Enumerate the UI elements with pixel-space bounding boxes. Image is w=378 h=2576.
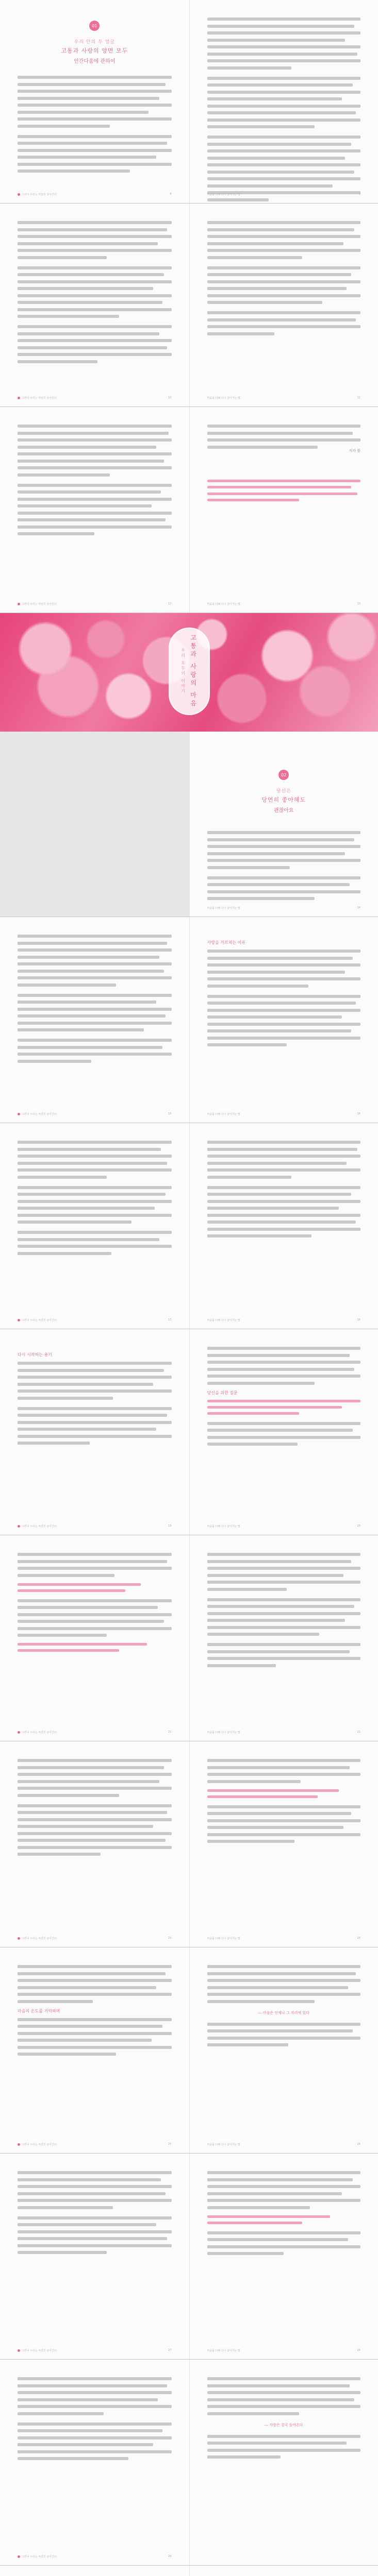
page-right <box>189 1741 378 1947</box>
chapter-divider-artwork <box>0 613 378 732</box>
footer-text: 마음을 다해 다시 살아가는 법 <box>207 907 240 910</box>
page-left <box>0 1535 189 1741</box>
footer-text: 그러나 우리는 여전히 살아간다 <box>22 1731 57 1734</box>
page-number: 9 <box>358 193 360 196</box>
page-number: 25 <box>168 2143 172 2146</box>
footer-text: 그러나 우리는 여전히 살아간다 <box>22 2555 57 2558</box>
page-left <box>0 0 189 204</box>
page-right <box>189 1947 378 2154</box>
chapter-title-main: 당연히 좋아해도 <box>261 796 306 803</box>
footer-text: 그러나 우리는 여전히 살아간다 <box>22 1319 57 1322</box>
page-number: 18 <box>357 1318 360 1321</box>
footer-dot-icon <box>18 603 20 605</box>
chapter-badge <box>278 770 289 780</box>
page-number: 28 <box>357 2349 360 2352</box>
footer-note <box>18 2143 57 2146</box>
page-number: 13 <box>357 602 360 605</box>
page-footer <box>18 2349 172 2352</box>
section-heading: 사랑을 가르치는 이유 <box>207 940 246 945</box>
page-footer <box>18 1731 172 1734</box>
footer-text: 그러나 우리는 여전히 살아간다 <box>22 193 57 196</box>
page-footer <box>207 2143 361 2146</box>
footer-text: 그러나 우리는 여전히 살아간다 <box>22 1113 57 1116</box>
pull-quote: ― 사랑은 결국 돌아온다 <box>264 2422 303 2427</box>
footer-dot-icon <box>18 2555 20 2558</box>
page-number: 20 <box>357 1524 360 1528</box>
page-left <box>0 204 189 407</box>
footer-note <box>18 1731 57 1734</box>
footer-text: 마음을 다해 다시 살아가는 법 <box>207 1525 240 1528</box>
footer-text: 마음을 다해 다시 살아가는 법 <box>207 1937 240 1940</box>
footer-text: 마음을 다해 다시 살아가는 법 <box>207 193 240 196</box>
footer-note <box>18 1524 57 1528</box>
page-number: 29 <box>168 2555 172 2558</box>
page-number: 23 <box>168 1937 172 1940</box>
section-heading: 다시 시작하는 용기 <box>18 1352 52 1357</box>
footer-note <box>18 1112 57 1116</box>
page-footer <box>207 1524 361 1528</box>
page-right <box>189 1535 378 1741</box>
page-footer <box>207 1318 361 1322</box>
chapter-title-sub: 인간다움에 관하여 <box>74 59 116 64</box>
author-signature: 저자 씀 <box>349 449 360 453</box>
page-footer <box>207 906 361 910</box>
footer-dot-icon <box>18 2143 20 2146</box>
chapter-title <box>18 38 172 64</box>
page-right <box>189 2154 378 2360</box>
footer-note <box>18 1937 57 1940</box>
footer-note <box>18 1318 57 1322</box>
footer-text: 마음을 다해 다시 살아가는 법 <box>207 2349 240 2352</box>
footer-text: 마음을 다해 다시 살아가는 법 <box>207 397 240 400</box>
page-footer <box>207 193 361 196</box>
footer-text: 그러나 우리는 여전히 살아간다 <box>22 2349 57 2352</box>
footer-dot-icon <box>18 1113 20 1115</box>
page-footer <box>207 396 361 400</box>
spread-12 <box>0 2360 378 2566</box>
page-footer <box>18 1318 172 1322</box>
chapter-number: 02 <box>281 772 287 777</box>
footer-note <box>18 396 57 400</box>
section-heading: 당신을 위한 질문 <box>207 1390 238 1395</box>
footer-text: 그러나 우리는 여전히 살아간다 <box>22 1937 57 1940</box>
page-right <box>189 0 378 204</box>
page-right <box>189 1123 378 1329</box>
divider-subtitle: 우리 모두의 이야기 <box>180 648 186 694</box>
spread-10 <box>0 1947 378 2154</box>
divider-title-frame <box>169 628 210 715</box>
footer-text: 마음을 다해 다시 살아가는 법 <box>207 2143 240 2146</box>
page-left <box>0 2566 189 2576</box>
page-footer <box>18 1937 172 1940</box>
page-right <box>189 917 378 1123</box>
footer-text: 그러나 우리는 여전히 살아간다 <box>22 1525 57 1528</box>
spread-chapter2 <box>0 732 378 917</box>
footer-note <box>18 602 57 606</box>
page-left <box>0 917 189 1123</box>
page-number: 17 <box>168 1318 172 1321</box>
page-footer <box>18 2555 172 2558</box>
spread-9 <box>0 1741 378 1947</box>
spread-2 <box>0 204 378 407</box>
page-number: 26 <box>357 2143 360 2146</box>
page-left <box>0 1329 189 1535</box>
page-footer <box>207 2349 361 2352</box>
page-footer <box>18 1112 172 1116</box>
page-right <box>189 204 378 407</box>
footer-text: 마음을 다해 다시 살아가는 법 <box>207 1319 240 1322</box>
page-number: 8 <box>170 193 172 196</box>
footer-text: 그러나 우리는 여전히 살아간다 <box>22 2143 57 2146</box>
page-number: 10 <box>168 396 172 399</box>
chapter-title-sub: 괜찮아요 <box>273 808 294 814</box>
footer-text: 그러나 우리는 여전히 살아간다 <box>22 397 57 400</box>
footer-dot-icon <box>18 1319 20 1321</box>
footer-dot-icon <box>18 2349 20 2352</box>
page-number: 15 <box>168 1112 172 1115</box>
page-footer <box>207 602 361 606</box>
page-left <box>0 2360 189 2566</box>
footer-text: 마음을 다해 다시 살아가는 법 <box>207 1731 240 1734</box>
page-right <box>189 732 378 917</box>
page-footer <box>207 1731 361 1734</box>
page-left <box>0 1947 189 2154</box>
footer-text: 마음을 다해 다시 살아가는 법 <box>207 1113 240 1116</box>
page-number: 12 <box>168 602 172 605</box>
page-right <box>189 1329 378 1535</box>
spread-intro <box>0 0 378 204</box>
page-number: 19 <box>168 1524 172 1528</box>
page-footer <box>207 1112 361 1116</box>
footer-dot-icon <box>18 397 20 399</box>
divider-title: 고통과 사랑의 마음 <box>189 634 197 708</box>
chapter-title-small: 우리 안의 두 얼굴 <box>74 40 115 45</box>
page-footer <box>18 193 172 196</box>
page-number: 22 <box>357 1731 360 1734</box>
page-right <box>189 2360 378 2566</box>
page-footer <box>18 396 172 400</box>
spread-6 <box>0 1123 378 1329</box>
page-number: 24 <box>357 1937 360 1940</box>
chapter-number: 01 <box>92 23 97 28</box>
footer-note <box>18 2349 57 2352</box>
page-footer <box>18 1524 172 1528</box>
page-number: 11 <box>357 396 360 399</box>
spread-7 <box>0 1329 378 1535</box>
chapter-badge <box>89 21 100 31</box>
page-right <box>189 2566 378 2576</box>
page-left <box>0 1123 189 1329</box>
footer-text: 마음을 다해 다시 살아가는 법 <box>207 603 240 606</box>
pull-quote: ― 마음은 언제나 그 자리에 있다 <box>258 2010 309 2015</box>
page-left <box>0 1741 189 1947</box>
page-footer <box>18 602 172 606</box>
section-heading: 마음의 온도를 기억하며 <box>18 2008 60 2013</box>
spread-3 <box>0 407 378 613</box>
footer-dot-icon <box>18 1731 20 1734</box>
spread-5 <box>0 917 378 1123</box>
page-right <box>189 407 378 613</box>
spread-13 <box>0 2566 378 2576</box>
footer-note <box>18 193 57 196</box>
spread-8 <box>0 1535 378 1741</box>
footer-dot-icon <box>18 1937 20 1940</box>
page-number: 27 <box>168 2349 172 2352</box>
spread-11 <box>0 2154 378 2360</box>
page-left <box>0 407 189 613</box>
chapter-title <box>207 787 361 814</box>
footer-dot-icon <box>18 1525 20 1528</box>
page-number: 21 <box>168 1731 172 1734</box>
footer-dot-icon <box>18 193 20 196</box>
chapter-title-small: 당신은 <box>276 789 291 794</box>
page-footer <box>207 1937 361 1940</box>
page-number: 16 <box>357 1112 360 1115</box>
page-left-blank <box>0 732 189 917</box>
page-footer <box>18 2143 172 2146</box>
chapter-title-main: 고통과 사랑의 양면 모두 <box>61 47 128 54</box>
footer-text: 그러나 우리는 여전히 살아간다 <box>22 603 57 606</box>
page-number: 14 <box>357 906 360 909</box>
page-left <box>0 2154 189 2360</box>
footer-note <box>18 2555 57 2558</box>
